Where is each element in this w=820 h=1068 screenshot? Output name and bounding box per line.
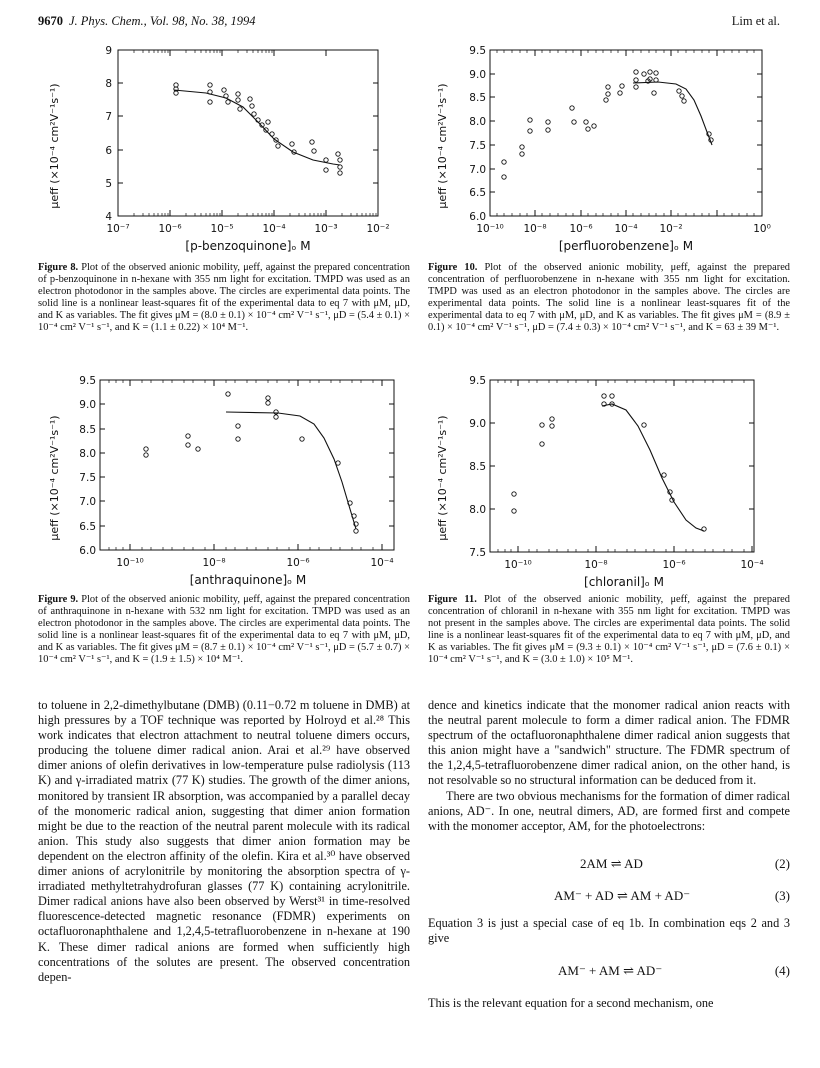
data-point	[520, 145, 524, 149]
equation-number: (4)	[774, 963, 790, 978]
figure-11-plot	[428, 366, 790, 588]
x-tick-label: 10⁻¹⁰	[504, 559, 532, 571]
data-point	[186, 443, 190, 447]
data-point	[520, 152, 524, 156]
data-point	[550, 424, 554, 428]
data-point	[550, 417, 554, 421]
x-tick-label: 10⁻⁴	[370, 557, 394, 569]
data-point	[512, 509, 516, 513]
y-tick-label: 6.5	[469, 187, 486, 199]
data-point	[144, 447, 148, 451]
data-point	[648, 70, 652, 74]
y-axis-label: μeff (×10⁻⁴ cm²V⁻¹s⁻¹)	[48, 415, 61, 541]
data-point	[570, 106, 574, 110]
data-point	[266, 401, 270, 405]
figure-8-plot	[38, 36, 410, 254]
journal-citation: J. Phys. Chem., Vol. 98, No. 38, 1994	[69, 14, 256, 28]
left-body-column	[38, 698, 410, 985]
equation-text: AM⁻ + AD ⇌ AM + AD⁻	[554, 888, 691, 903]
x-tick-label: 10⁻²	[366, 223, 390, 235]
equation-number: (2)	[774, 856, 790, 871]
data-point	[238, 107, 242, 111]
body-paragraph: dence and kinetics indicate that the monomer radical anion reacts with the neutral parent molecule to form a dimer radical anion. The FDMR spectrum of the octafluoronaphthalene dimer radical anion suggests that this anion might have a "sandwich" structure. The FDMR spectrum of the 1,2,4,5-tetrafluorobenzene dimer radical anion, on the other hand, is not resolvable so no structural information can be deduced from it.	[428, 698, 790, 788]
plot-frame	[118, 50, 378, 216]
data-point	[338, 171, 342, 175]
plot-frame	[100, 380, 394, 550]
x-tick-label: 10⁰	[753, 223, 771, 235]
data-point	[274, 415, 278, 419]
data-point	[290, 142, 294, 146]
fit-curve	[174, 90, 340, 165]
figure-9-plot	[38, 366, 410, 588]
data-point	[270, 132, 274, 136]
data-point	[266, 396, 270, 400]
x-axis-label: [perfluorobenzene]ₒ M	[558, 239, 694, 253]
y-tick-label: 7.5	[469, 547, 486, 559]
data-point	[610, 394, 614, 398]
data-point	[606, 85, 610, 89]
x-tick-label: 10⁻³	[314, 223, 338, 235]
data-point	[642, 423, 646, 427]
x-tick-label: 10⁻⁸	[523, 223, 547, 235]
y-tick-label: 9.0	[469, 418, 486, 430]
right-body-column-continued	[428, 916, 790, 946]
caption-label: Figure 9.	[38, 594, 79, 605]
y-tick-label: 7.5	[469, 140, 486, 152]
data-point	[502, 175, 506, 179]
data-point	[662, 473, 666, 477]
body-paragraph: to toluene in 2,2-dimethylbutane (DMB) (0.11−0.72 m toluene in DMB) at high pressures by a TOF technique was reported by Holroyd et al.²⁸ This work indicates that electron attachment to neutral toluene dimers occurs, producing the toluene dimer radical anion. Arai et al.²⁹ have observed dimer anions of olefin derivatives in low-temperature pulse radiolysis (113 K) and γ-irradiated matrix (77 K) studies. The growth of the dimer anions, monitored by transient IR absorption, was accompanied by a parallel decay of the monomeric radical anion, suggesting that dimer anion formation might be due to the reaction of the neutral parent molecule with its radical anion. This study also suggests that dimer anion formation may be dependent on the electron affinity of the olefin. Kira et al.³⁰ have observed dimer anions of acrylonitrile by monitoring the absorption spectra of γ-irradiated methyltetrahydrofuran glasses (77 K) containing acrylonitrile. Dimer radical anions have also been observed by Werst³¹ in time-resolved fluorescence-detected magnetic resonance (FDMR) experiments on octafluoronaphthalene and 1,2,4,5-tetrafluorobenzene in n-hexane at 190 K. These dimer radical anions are formed when sufficiently high concentrations of the solutes are present. The observed concentration depen-	[38, 698, 410, 984]
running-header-left	[38, 14, 255, 29]
x-tick-label: 10⁻⁶	[569, 223, 593, 235]
x-tick-label: 10⁻⁸	[202, 557, 226, 569]
x-tick-label: 10⁻⁶	[286, 557, 310, 569]
figure-11-caption	[428, 594, 790, 667]
x-tick-label: 10⁻⁷	[106, 223, 130, 235]
x-axis-label: [p-benzoquinone]ₒ M	[185, 239, 311, 253]
data-point	[654, 71, 658, 75]
caption-text: Plot of the observed anionic mobility, μeff, against the prepared concentration of p-benzoquinone in n-hexane with 355 nm light for excitation. TMPD was used as an electron photodonor in the samples above. The circles are experimental data points. The solid line is a nonlinear least-squares fit of the experimental data to eq 7 with μM, μD, and K as variables. The fit gives μM = (8.0 ± 0.1) × 10⁻⁴ cm² V⁻¹ s⁻¹, μD = (5.4 ± 0.1) × 10⁻⁴ cm² V⁻¹ s⁻¹, and K = (1.1 ± 0.22) × 10⁴ M⁻¹.	[38, 262, 410, 334]
caption-label: Figure 8.	[38, 262, 79, 273]
y-tick-label: 8.5	[469, 461, 486, 473]
data-point	[196, 447, 200, 451]
data-point	[540, 442, 544, 446]
data-point	[250, 104, 254, 108]
equation-4	[428, 963, 790, 981]
data-point	[222, 88, 226, 92]
figure-9-caption	[38, 594, 410, 667]
y-tick-label: 7	[105, 111, 112, 123]
data-point	[336, 152, 340, 156]
data-point	[236, 424, 240, 428]
x-tick-label: 10⁻⁸	[584, 559, 608, 571]
body-paragraph: This is the relevant equation for a second mechanism, one	[428, 996, 714, 1010]
caption-text: Plot of the observed anionic mobility, μeff, against the prepared concentration of perfluorobenzene in n-hexane with 355 nm light for excitation. TMPD was used as an electron photodonor in the samples above. The circles are experimental data points. The solid line is a nonlinear least-squares fit of the experimental data to eq 7 with μM, μD, and K as variables. The fit gives μM = (8.9 ± 0.1) × 10⁻⁴ cm² V⁻¹ s⁻¹, μD = (7.4 ± 0.3) × 10⁻⁴ cm² V⁻¹ s⁻¹, and K = 63 ± 39 M⁻¹.	[428, 262, 790, 334]
data-point	[226, 100, 230, 104]
data-point	[572, 120, 576, 124]
data-point	[236, 92, 240, 96]
data-point	[338, 165, 342, 169]
data-point	[144, 453, 148, 457]
fit-curve	[633, 82, 712, 145]
fit-curve	[602, 404, 704, 531]
x-tick-label: 10⁻²	[659, 223, 683, 235]
figure-8-caption	[38, 262, 410, 335]
equation-number: (3)	[774, 888, 790, 903]
data-point	[602, 394, 606, 398]
data-point	[512, 492, 516, 496]
y-axis-label: μeff (×10⁻⁴ cm²V⁻¹s⁻¹)	[48, 83, 61, 209]
data-point	[354, 529, 358, 533]
caption-label: Figure 11.	[428, 594, 477, 605]
x-axis-label: [chloranil]ₒ M	[584, 575, 664, 588]
equation-text: AM⁻ + AM ⇌ AD⁻	[558, 963, 663, 978]
y-tick-label: 7.0	[79, 496, 96, 508]
data-point	[677, 89, 681, 93]
caption-text: Plot of the observed anionic mobility, μeff, against the prepared concentration of chloranil in n-hexane with 355 nm light for excitation. TMPD was not present in the samples above. The circles are experimental data points. The solid line is a nonlinear least-squares fit of the experimental data to eq 7 with μM, μD, and K as variables. The fit gives μM = (9.3 ± 0.1) × 10⁻⁴ cm² V⁻¹ s⁻¹, μD = (7.6 ± 0.1) × 10⁻⁴ cm² V⁻¹ s⁻¹, and K = (3.0 ± 1.0) × 10⁵ M⁻¹.	[428, 594, 790, 666]
data-point	[266, 120, 270, 124]
data-point	[634, 70, 638, 74]
body-paragraph: Equation 3 is just a special case of eq 1b. In combination eqs 2 and 3 give	[428, 916, 790, 946]
data-point	[186, 434, 190, 438]
caption-label: Figure 10.	[428, 262, 478, 273]
data-point	[606, 92, 610, 96]
data-point	[236, 98, 240, 102]
y-tick-label: 4	[105, 211, 112, 223]
y-tick-label: 8.5	[79, 424, 96, 436]
x-tick-label: 10⁻¹⁰	[476, 223, 504, 235]
y-tick-label: 9.5	[469, 375, 486, 387]
y-tick-label: 6	[105, 145, 112, 157]
data-point	[620, 84, 624, 88]
x-tick-label: 10⁻⁴	[614, 223, 638, 235]
body-paragraph: There are two obvious mechanisms for the formation of dimer radical anions, AD⁻. In one, neutral dimers, AD, are formed first and compete with the monomer acceptor, AM, for the photoelectrons:	[428, 788, 790, 833]
data-point	[236, 437, 240, 441]
y-tick-label: 5	[105, 178, 112, 190]
data-point	[682, 99, 686, 103]
y-tick-label: 8.5	[469, 92, 486, 104]
y-tick-label: 7.5	[79, 472, 96, 484]
data-point	[586, 127, 590, 131]
x-tick-label: 10⁻⁶	[158, 223, 182, 235]
figure-10-caption	[428, 262, 790, 335]
data-point	[604, 98, 608, 102]
x-tick-label: 10⁻¹⁰	[116, 557, 144, 569]
data-point	[584, 120, 588, 124]
data-point	[274, 410, 278, 414]
y-tick-label: 9	[105, 45, 112, 57]
page-number: 9670	[38, 14, 63, 28]
x-axis-label: [anthraquinone]ₒ M	[189, 573, 307, 587]
plot-frame	[490, 380, 754, 552]
data-point	[592, 124, 596, 128]
y-tick-label: 6.5	[79, 521, 96, 533]
data-point	[336, 461, 340, 465]
data-point	[300, 437, 304, 441]
y-tick-label: 8.0	[469, 116, 486, 128]
y-axis-label: μeff (×10⁻⁴ cm²V⁻¹s⁻¹)	[436, 83, 449, 209]
x-tick-label: 10⁻⁵	[210, 223, 234, 235]
data-point	[540, 423, 544, 427]
running-header-authors: Lim et al.	[731, 14, 780, 28]
y-tick-label: 6.0	[469, 211, 486, 223]
y-tick-label: 9.5	[469, 45, 486, 57]
right-body-column-end	[428, 996, 790, 1011]
right-body-column	[428, 698, 790, 834]
fit-curve	[226, 412, 356, 529]
caption-text: Plot of the observed anionic mobility, μeff, against the prepared concentration of anthraquinone in n-hexane with 532 nm light for excitation. TMPD was used as an electron photodonor in the samples above. The circles are experimental data points. The solid line is a nonlinear least-squares fit of the experimental data to eq 7 with μM, μD, and K as variables. The fit gives μM = (8.7 ± 0.1) × 10⁻⁴ cm² V⁻¹ s⁻¹, μD = (5.7 ± 0.7) × 10⁻⁴ cm² V⁻¹ s⁻¹, and K = (1.9 ± 1.5) × 10⁴ M⁻¹.	[38, 594, 410, 666]
data-point	[652, 91, 656, 95]
equation-3	[428, 888, 790, 906]
data-point	[338, 158, 342, 162]
data-point	[324, 158, 328, 162]
data-point	[642, 72, 646, 76]
data-point	[310, 140, 314, 144]
x-tick-label: 10⁻⁶	[662, 559, 686, 571]
data-point	[546, 128, 550, 132]
data-point	[528, 129, 532, 133]
y-tick-label: 9.5	[79, 375, 96, 387]
y-tick-label: 6.0	[79, 545, 96, 557]
data-point	[276, 144, 280, 148]
equation-text: 2AM ⇌ AD	[580, 856, 643, 871]
y-tick-label: 8.0	[79, 448, 96, 460]
data-point	[208, 83, 212, 87]
data-point	[226, 392, 230, 396]
y-tick-label: 8	[105, 78, 112, 90]
data-point	[248, 97, 252, 101]
equation-2	[428, 856, 790, 874]
y-tick-label: 9.0	[79, 399, 96, 411]
data-point	[208, 100, 212, 104]
x-tick-label: 10⁻⁴	[740, 559, 764, 571]
data-point	[252, 112, 256, 116]
data-point	[618, 91, 622, 95]
y-tick-label: 9.0	[469, 69, 486, 81]
y-tick-label: 8.0	[469, 504, 486, 516]
data-point	[312, 149, 316, 153]
data-point	[680, 94, 684, 98]
data-point	[634, 78, 638, 82]
x-tick-label: 10⁻⁴	[262, 223, 286, 235]
figure-10-plot	[428, 36, 790, 254]
data-point	[502, 160, 506, 164]
y-tick-label: 7.0	[469, 164, 486, 176]
data-point	[324, 168, 328, 172]
data-point	[528, 118, 532, 122]
y-axis-label: μeff (×10⁻⁴ cm²V⁻¹s⁻¹)	[436, 415, 449, 541]
data-point	[634, 85, 638, 89]
data-point	[546, 120, 550, 124]
